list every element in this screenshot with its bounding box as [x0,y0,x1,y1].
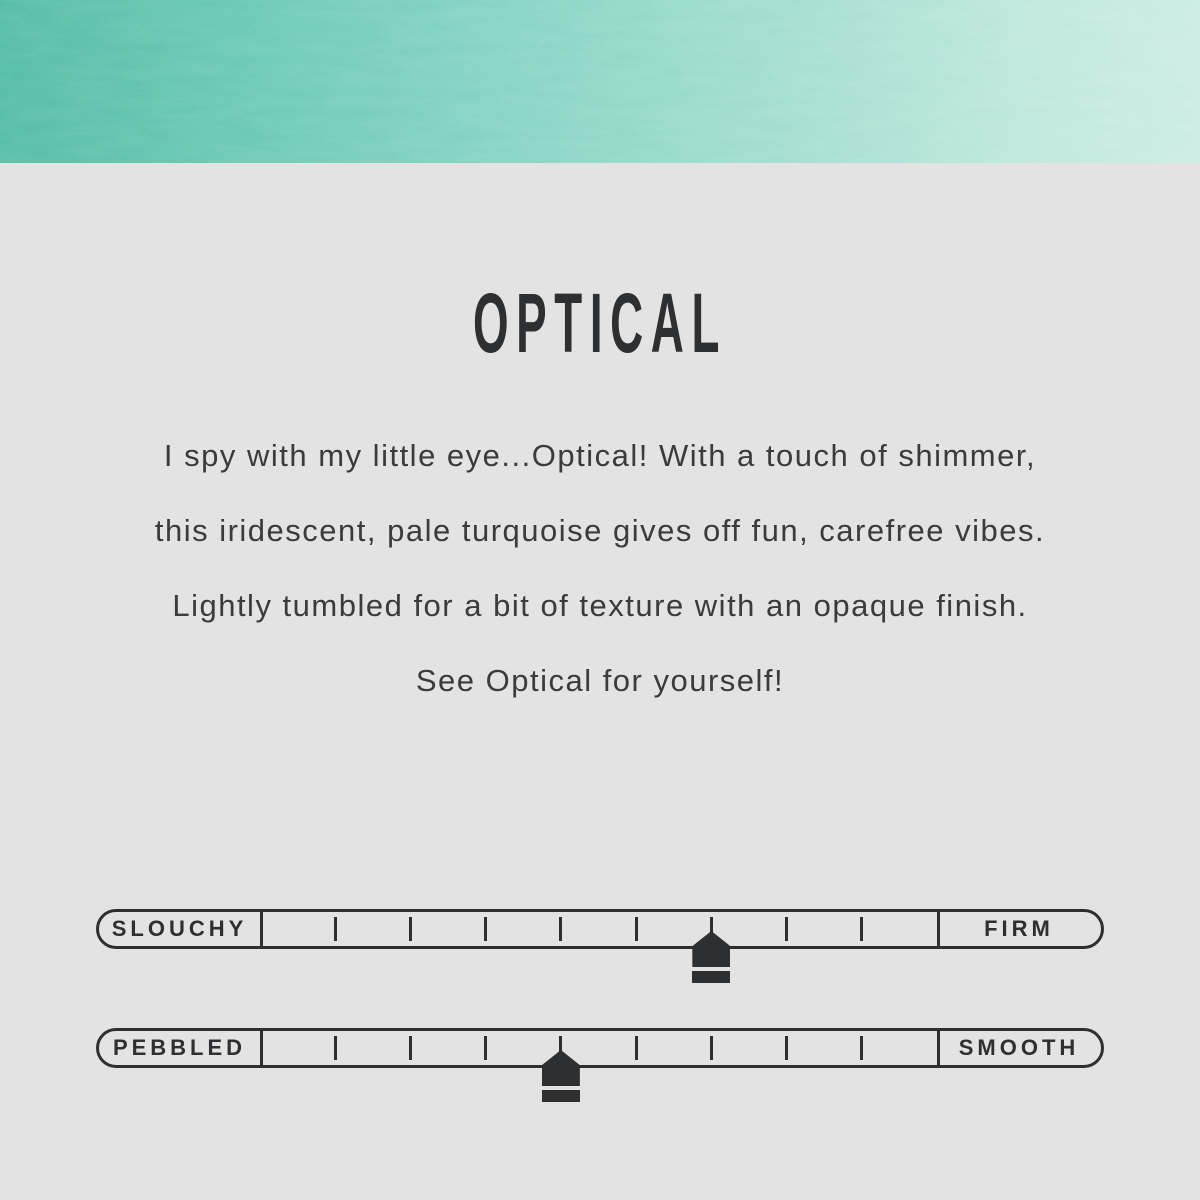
scale-marker [692,931,730,983]
leather-texture-graphic [0,0,1200,163]
description-line-2: this iridescent, pale turquoise gives off fun, carefree vibes. [154,513,1046,548]
scale-tick [409,917,412,941]
scale-tick [334,1036,337,1060]
scale-tick [785,917,788,941]
scale-tick [635,1036,638,1060]
description-line-3: Lightly tumbled for a bit of texture with an opaque finish. [172,588,1028,623]
scale-tick [635,917,638,941]
page-title [0,280,1200,370]
marker-base [542,1090,580,1102]
scale-tick [409,1036,412,1060]
scale-marker [542,1050,580,1102]
scale-tick [484,917,487,941]
scale-tick [785,1036,788,1060]
scale-right-label: FIRM [984,916,1054,941]
scale-divider-left [260,1031,263,1065]
scale-divider-left [260,912,263,946]
scale-tick [559,917,562,941]
scale-pebbled-smooth [96,1028,1104,1068]
leather-swatch-image [0,0,1200,163]
scale-tick [860,1036,863,1060]
marker-base [692,971,730,983]
scale-tick [484,1036,487,1060]
page-title-text: OPTICAL [473,280,727,370]
scale-slouchy-firm [96,909,1104,949]
description-line-1: I spy with my little eye...Optical! With a touch of shimmer, [163,438,1037,473]
product-description [0,418,1200,718]
scale-tick [334,917,337,941]
scale-left-label: SLOUCHY [111,916,248,941]
marker-arrow-icon [542,1050,580,1086]
marker-arrow-icon [692,931,730,967]
scale-right-label: SMOOTH [958,1035,1080,1060]
scale-tick [710,1036,713,1060]
description-line-4: See Optical for yourself! [415,663,785,698]
scale-tick [860,917,863,941]
scale-left-label: PEBBLED [112,1035,247,1060]
